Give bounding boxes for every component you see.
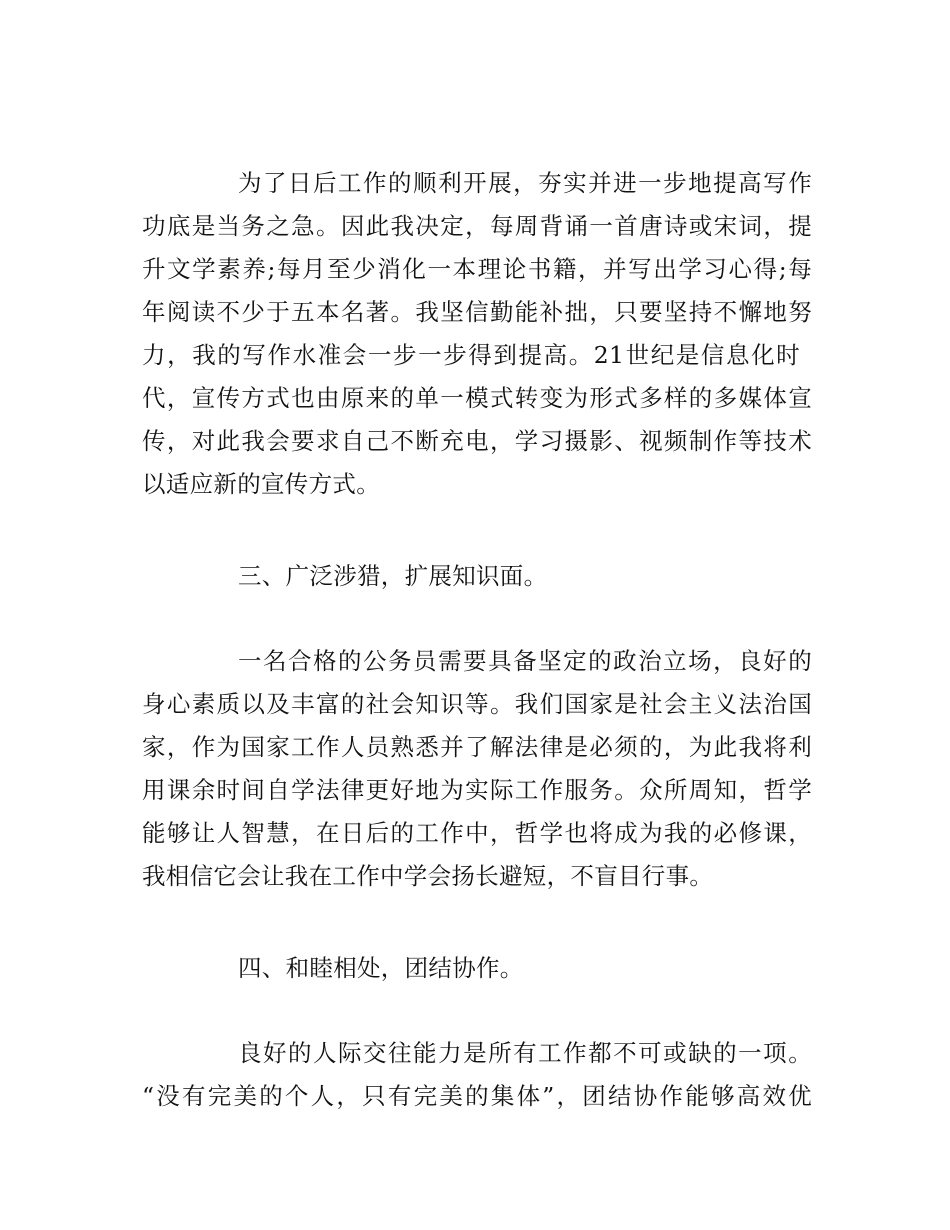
paragraph-1-line-6: 代，宣传方式也由原来的单一模式转变为形式多样的多媒体宣 <box>142 384 812 412</box>
paragraph-3-line-1: 良好的人际交往能力是所有工作都不可或缺的一项。 <box>238 1039 812 1067</box>
paragraph-1-line-7: 传，对此我会要求自己不断充电，学习摄影、视频制作等技术 <box>142 427 812 455</box>
section-heading-3: 三、广泛涉猎，扩展知识面。 <box>238 562 548 590</box>
paragraph-1-line-1: 为了日后工作的顺利开展，夯实并进一步地提高写作 <box>238 169 812 197</box>
paragraph-1-line-2: 功底是当务之急。因此我决定，每周背诵一首唐诗或宋词，提 <box>142 212 812 240</box>
paragraph-1-line-3: 升文学素养;每月至少消化一本理论书籍，并写出学习心得;每 <box>142 255 812 283</box>
paragraph-3-line-2: “没有完美的个人，只有完美的集体”，团结协作能够高效优 <box>142 1082 812 1110</box>
section-heading-4: 四、和睦相处，团结协作。 <box>238 954 524 982</box>
paragraph-2-line-2: 身心素质以及丰富的社会知识等。我们国家是社会主义法治国 <box>142 690 812 718</box>
paragraph-1-line-4: 年阅读不少于五本名著。我坚信勤能补拙，只要坚持不懈地努 <box>142 298 812 326</box>
paragraph-1-line-5: 力，我的写作水准会一步一步得到提高。21世纪是信息化时 <box>142 341 800 369</box>
paragraph-2-line-4: 用课余时间自学法律更好地为实际工作服务。众所周知，哲学 <box>142 776 812 804</box>
paragraph-2-line-6: 我相信它会让我在工作中学会扬长避短，不盲目行事。 <box>142 862 714 890</box>
paragraph-2-line-1: 一名合格的公务员需要具备坚定的政治立场，良好的 <box>238 647 812 675</box>
paragraph-2-line-3: 家，作为国家工作人员熟悉并了解法律是必须的，为此我将利 <box>142 733 812 761</box>
paragraph-1-line-8: 以适应新的宣传方式。 <box>142 470 380 498</box>
paragraph-2-line-5: 能够让人智慧，在日后的工作中，哲学也将成为我的必修课， <box>142 819 812 847</box>
